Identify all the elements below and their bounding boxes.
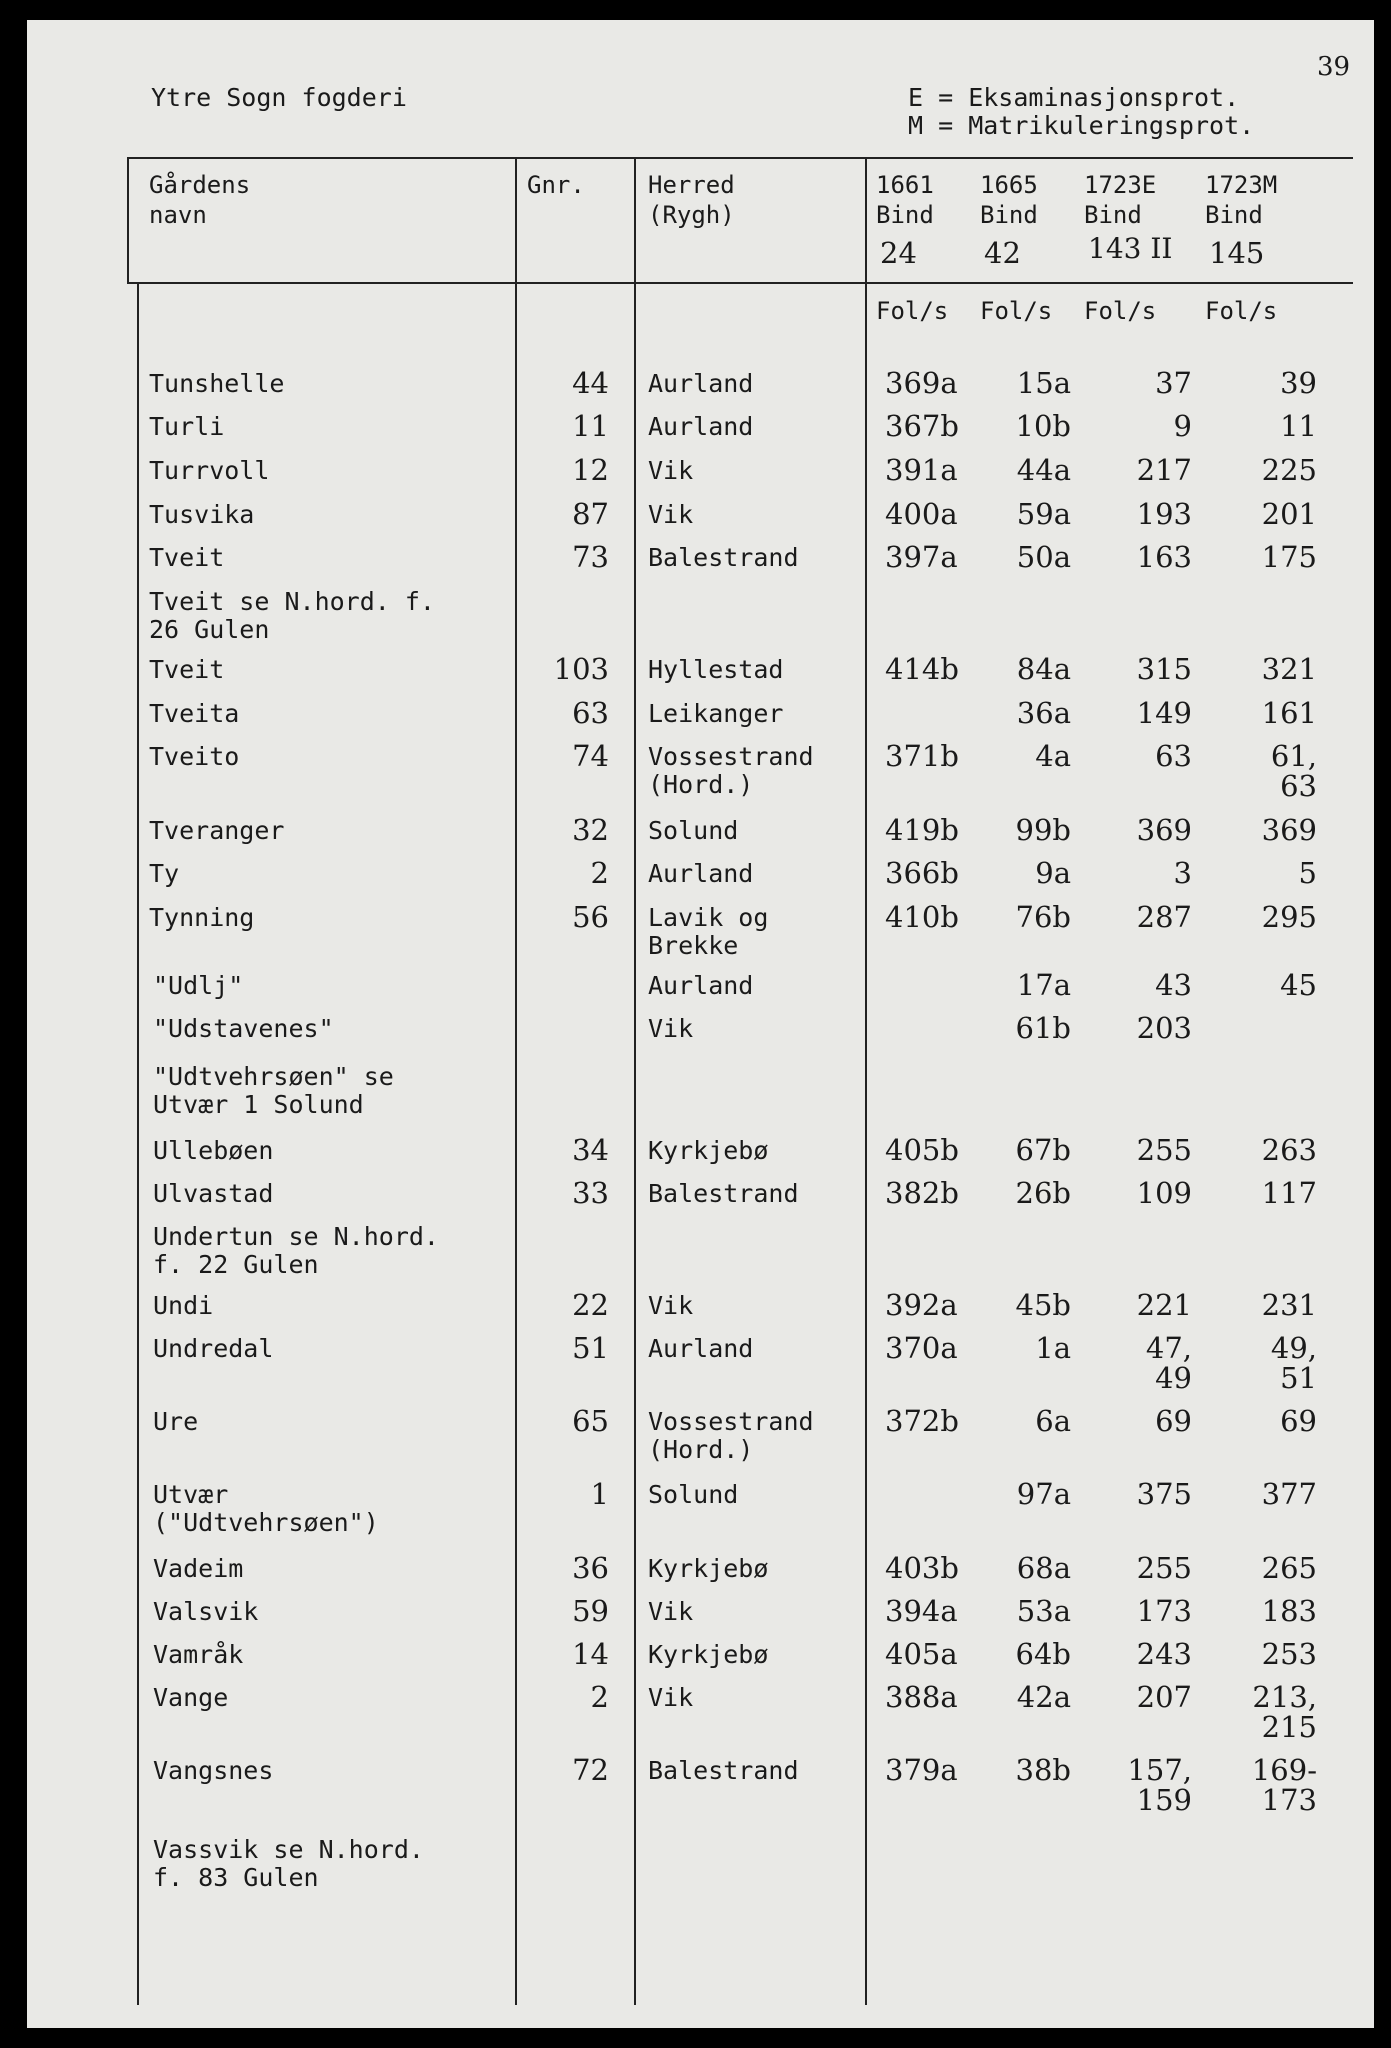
row-herred: Vossestrand (Hord.) [648, 742, 814, 799]
row-1723m: 39 [1280, 366, 1317, 400]
row-1665: 17a [1016, 968, 1071, 1002]
row-herred: Balestrand [648, 1179, 799, 1208]
row-1723e: 163 [1136, 540, 1192, 574]
row-1723e: 43 [1155, 968, 1192, 1002]
row-1665: 67b [1015, 1133, 1071, 1167]
row-gnr: 72 [572, 1753, 609, 1787]
row-1723m: 61, 63 [1270, 739, 1317, 803]
row-gnr: 33 [572, 1176, 609, 1210]
row-1723e: 37 [1155, 366, 1192, 400]
row-1665: 45b [1015, 1288, 1071, 1322]
row-herred: Solund [648, 1480, 739, 1509]
row-herred: Vossestrand (Hord.) [648, 1407, 814, 1464]
row-1661: 388a [885, 1680, 958, 1714]
row-1665: 59a [1016, 497, 1071, 531]
row-1723e: 63 [1155, 739, 1192, 773]
row-1665: 10b [1015, 409, 1071, 443]
row-herred: Aurland [648, 859, 754, 888]
row-1665: 1a [1035, 1331, 1071, 1365]
row-name: Ullebøen [153, 1136, 274, 1165]
row-herred: Lavik og Brekke [648, 903, 769, 960]
row-1661: 369a [885, 366, 958, 400]
row-herred: Vik [648, 1597, 694, 1626]
row-1723e: 9 [1173, 409, 1192, 443]
row-1665: 4a [1035, 739, 1071, 773]
document-page [27, 20, 1374, 2028]
header-herred: Herred (Rygh) [648, 171, 735, 229]
row-1665: 50a [1016, 540, 1071, 574]
row-herred: Hyllestad [648, 655, 784, 684]
row-name: Tveito [149, 742, 240, 771]
row-herred: Kyrkjebø [648, 1136, 769, 1165]
legend-e: E = Eksaminasjonsprot. [908, 83, 1240, 112]
row-1665: 53a [1016, 1594, 1071, 1628]
row-1661: 372b [885, 1404, 959, 1438]
row-herred: Vik [648, 1014, 694, 1043]
column-divider-herred [634, 157, 636, 2005]
row-name: Valsvik [153, 1597, 259, 1626]
row-1661: 405b [885, 1133, 959, 1167]
row-1661: 397a [885, 540, 958, 574]
row-gnr: 63 [572, 696, 609, 730]
row-1665: 44a [1016, 453, 1071, 487]
row-1723e: 221 [1136, 1288, 1192, 1322]
row-gnr: 12 [572, 453, 609, 487]
row-1665: 38b [1015, 1753, 1071, 1787]
row-1665: 6a [1035, 1404, 1071, 1438]
row-1723e: 369 [1136, 813, 1192, 847]
row-herred: Aurland [648, 1334, 754, 1363]
row-1665: 26b [1015, 1176, 1071, 1210]
row-1665: 36a [1016, 696, 1071, 730]
row-1665: 64b [1015, 1637, 1071, 1671]
header-name: Gårdens navn [149, 171, 251, 229]
row-name: Tusvika [149, 500, 255, 529]
row-name: Tynning [149, 903, 255, 932]
row-gnr: 14 [572, 1637, 609, 1671]
row-gnr: 11 [572, 409, 609, 443]
row-1723m: 321 [1261, 652, 1317, 686]
row-1723e: 109 [1136, 1176, 1192, 1210]
row-1665: 97a [1016, 1477, 1071, 1511]
fol-1723e: Fol/s [1084, 297, 1157, 325]
row-1723e: 69 [1155, 1404, 1192, 1438]
row-1661: 367b [885, 409, 959, 443]
row-1723e: 255 [1136, 1551, 1192, 1585]
header-1723e: 1723E Bind [1084, 171, 1157, 229]
row-name: Vange [153, 1683, 229, 1712]
bind-1665: 42 [984, 236, 1021, 270]
row-name: Tveranger [149, 816, 285, 845]
row-gnr: 2 [590, 856, 609, 890]
row-1723m: 377 [1261, 1477, 1317, 1511]
row-1665: 76b [1015, 900, 1071, 934]
row-herred: Aurland [648, 971, 754, 1000]
table-left-rule-top [127, 157, 129, 284]
page-number: 39 [1317, 52, 1351, 82]
row-herred: Vik [648, 1291, 694, 1320]
bind-1723e: 143 II [1088, 232, 1173, 265]
row-name: Vadeim [153, 1554, 244, 1583]
fol-1661: Fol/s [876, 297, 949, 325]
row-1665: 68a [1016, 1551, 1071, 1585]
row-1661: 410b [885, 900, 959, 934]
row-1723e: 375 [1136, 1477, 1192, 1511]
row-name: Tveit [149, 543, 225, 572]
row-1661: 419b [885, 813, 959, 847]
row-gnr: 65 [572, 1404, 609, 1438]
row-1723m: 213, 215 [1252, 1680, 1317, 1744]
row-1723e: 3 [1173, 856, 1192, 890]
row-gnr: 1 [590, 1477, 609, 1511]
header-1661: 1661 Bind [876, 171, 934, 229]
row-gnr: 34 [572, 1133, 609, 1167]
row-1723m: 117 [1261, 1176, 1317, 1210]
row-1723m: 369 [1261, 813, 1317, 847]
row-herred: Kyrkjebø [648, 1554, 769, 1583]
row-1661: 392a [885, 1288, 958, 1322]
row-name: Tunshelle [149, 369, 285, 398]
row-gnr: 44 [572, 366, 609, 400]
header-gnr: Gnr. [527, 171, 585, 199]
row-1723e: 149 [1136, 696, 1192, 730]
bind-1723m: 145 [1209, 236, 1265, 270]
header-1665: 1665 Bind [980, 171, 1038, 229]
row-1723e: 203 [1136, 1011, 1192, 1045]
row-1723m: 295 [1261, 900, 1317, 934]
row-name: Vamråk [153, 1640, 244, 1669]
row-gnr: 2 [590, 1680, 609, 1714]
row-herred: Leikanger [648, 699, 784, 728]
row-1723m: 49, 51 [1270, 1331, 1317, 1395]
fol-1665: Fol/s [980, 297, 1053, 325]
row-1723m: 265 [1261, 1551, 1317, 1585]
row-1665: 61b [1015, 1011, 1071, 1045]
row-herred: Aurland [648, 412, 754, 441]
row-gnr: 22 [572, 1288, 609, 1322]
row-1723m: 69 [1280, 1404, 1317, 1438]
row-1661: 382b [885, 1176, 959, 1210]
row-1723m: 11 [1280, 409, 1317, 443]
row-1661: 414b [885, 652, 959, 686]
row-1723e: 193 [1136, 497, 1192, 531]
row-1723e: 47, 49 [1145, 1331, 1192, 1395]
fol-1723m: Fol/s [1205, 297, 1278, 325]
row-herred: Aurland [648, 369, 754, 398]
row-name: Tveita [149, 699, 240, 728]
row-1723m: 183 [1261, 1594, 1317, 1628]
row-1661: 379a [885, 1753, 958, 1787]
row-gnr: 56 [572, 900, 609, 934]
row-1665: 15a [1016, 366, 1071, 400]
row-name: "Udtvehrsøen" se Utvær 1 Solund [153, 1062, 394, 1119]
row-name: "Udlj" [153, 971, 244, 1000]
row-1661: 370a [885, 1331, 958, 1365]
row-1661: 405a [885, 1637, 958, 1671]
row-1723e: 207 [1136, 1680, 1192, 1714]
header-1723m: 1723M Bind [1205, 171, 1278, 229]
row-name: Vangsnes [153, 1756, 274, 1785]
row-gnr: 87 [572, 497, 609, 531]
row-1723m: 161 [1261, 696, 1317, 730]
row-1723m: 201 [1261, 497, 1317, 531]
row-1723e: 217 [1136, 453, 1192, 487]
row-herred: Kyrkjebø [648, 1640, 769, 1669]
row-1723m: 175 [1261, 540, 1317, 574]
row-1723m: 45 [1280, 968, 1317, 1002]
row-1723e: 315 [1136, 652, 1192, 686]
row-1723m: 225 [1261, 453, 1317, 487]
row-herred: Vik [648, 1683, 694, 1712]
row-gnr: 32 [572, 813, 609, 847]
row-1723e: 243 [1136, 1637, 1192, 1671]
row-gnr: 73 [572, 540, 609, 574]
row-1661: 391a [885, 453, 958, 487]
row-name: Turrvoll [149, 456, 270, 485]
row-1665: 9a [1035, 856, 1071, 890]
page-title: Ytre Sogn fogderi [151, 83, 407, 112]
row-1661: 403b [885, 1551, 959, 1585]
row-herred: Balestrand [648, 543, 799, 572]
row-herred: Vik [648, 456, 694, 485]
row-name: Undredal [153, 1334, 274, 1363]
row-name: Tveit [149, 655, 225, 684]
row-gnr: 74 [572, 739, 609, 773]
row-name: Undertun se N.hord. f. 22 Gulen [153, 1222, 439, 1279]
row-herred: Balestrand [648, 1756, 799, 1785]
row-gnr: 103 [553, 652, 609, 686]
row-name: Turli [149, 412, 225, 441]
column-divider-1661 [865, 157, 867, 2005]
row-1723m: 169- 173 [1251, 1753, 1317, 1817]
row-1723e: 173 [1136, 1594, 1192, 1628]
row-gnr: 59 [572, 1594, 609, 1628]
row-gnr: 36 [572, 1551, 609, 1585]
row-1723m: 231 [1261, 1288, 1317, 1322]
table-left-rule [137, 282, 139, 2005]
row-name: Undi [153, 1291, 214, 1320]
row-name: Ure [153, 1407, 199, 1436]
row-gnr: 51 [572, 1331, 609, 1365]
row-1661: 394a [885, 1594, 958, 1628]
row-herred: Vik [648, 500, 694, 529]
row-1723e: 157, 159 [1127, 1753, 1192, 1817]
row-1723m: 263 [1261, 1133, 1317, 1167]
row-1723m: 5 [1298, 856, 1317, 890]
row-name: Ulvastad [153, 1179, 274, 1208]
column-divider-gnr [515, 157, 517, 2005]
row-1661: 400a [885, 497, 958, 531]
row-1723e: 287 [1136, 900, 1192, 934]
row-herred: Solund [648, 816, 739, 845]
row-1665: 99b [1015, 813, 1071, 847]
row-1665: 42a [1016, 1680, 1071, 1714]
table-top-rule [127, 157, 1353, 159]
row-1665: 84a [1016, 652, 1071, 686]
row-name: Tveit se N.hord. f. 26 Gulen [149, 587, 435, 644]
row-1661: 366b [885, 856, 959, 890]
row-name: Vassvik se N.hord. f. 83 Gulen [153, 1835, 424, 1892]
row-name: Utvær ("Udtvehrsøen") [153, 1480, 379, 1537]
bind-1661: 24 [880, 236, 917, 270]
row-1661: 371b [885, 739, 959, 773]
row-1723m: 253 [1261, 1637, 1317, 1671]
table-header-rule [127, 282, 1353, 284]
row-1723e: 255 [1136, 1133, 1192, 1167]
row-name: Ty [149, 859, 180, 888]
legend-m: M = Matrikuleringsprot. [908, 111, 1255, 140]
row-name: "Udstavenes" [153, 1014, 334, 1043]
